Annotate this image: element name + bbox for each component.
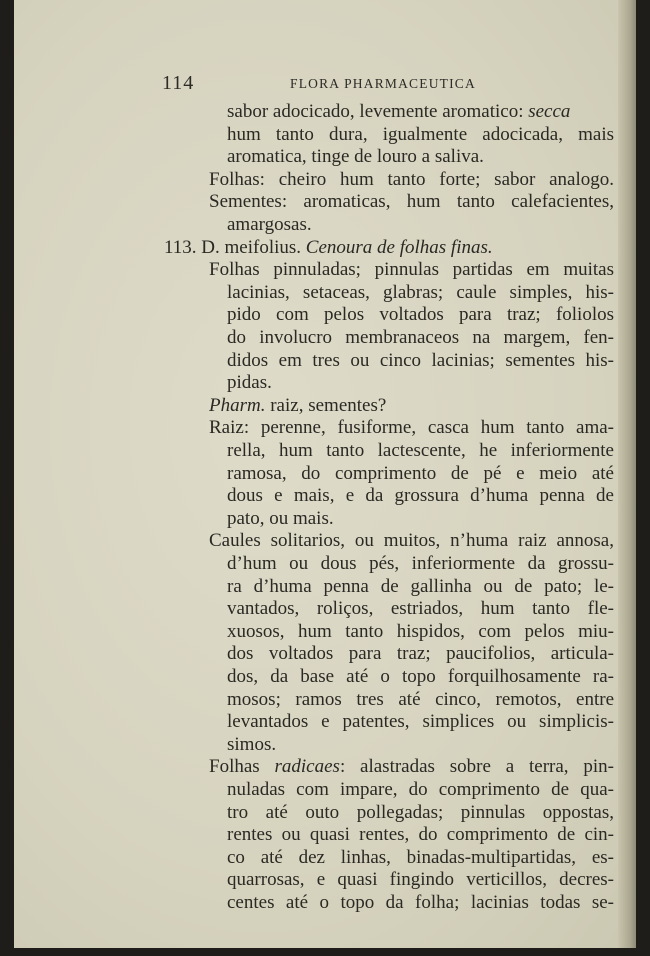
text-line <box>209 529 614 552</box>
text-line <box>164 236 554 259</box>
running-title: FLORA PHARMACEUTICA <box>290 76 476 91</box>
text-fragment: : alastradas sobre a terra, pin- <box>339 756 614 777</box>
text-fragment: dos, da base até o topo forquilhosamente ra- <box>227 666 614 687</box>
text-fragment: hum tanto dura, igualmente adocicada, mais <box>227 124 614 145</box>
text-fragment: didos em tres ou cinco lacinias; sementes his- <box>227 350 614 371</box>
text-fragment: Folhas <box>209 756 275 777</box>
text-line <box>209 394 424 417</box>
text-fragment: rentes ou quasi rentes, do comprimento de cin- <box>227 824 614 845</box>
text-fragment: pidas. <box>227 372 272 393</box>
text-fragment: d’hum ou dous pés, inferiormente da grossu- <box>227 553 614 574</box>
text-fragment: dos voltados para traz; paucifolios, articula- <box>227 643 614 664</box>
text-line <box>227 100 614 123</box>
text-line <box>209 190 614 213</box>
text-line <box>227 733 294 756</box>
text-line <box>227 281 614 304</box>
text-line <box>209 168 614 191</box>
text-line <box>227 213 344 236</box>
text-fragment: Folhas pinnuladas; pinnulas partidas em muitas <box>209 259 614 280</box>
text-fragment: sabor adocicado, levemente aromatico: <box>227 101 529 122</box>
text-line <box>209 416 614 439</box>
text-line <box>227 145 514 168</box>
text-line <box>227 326 614 349</box>
text-line <box>227 597 614 620</box>
text-fragment: centes até o topo da folha; lacinias todas se- <box>227 892 614 913</box>
text-line <box>227 349 614 372</box>
text-line <box>227 484 614 507</box>
text-line <box>227 303 614 326</box>
text-fragment: xuosos, hum tanto hispidos, com pelos miu- <box>227 621 614 642</box>
text-fragment: simos. <box>227 734 277 755</box>
text-fragment: Raiz: perenne, fusiforme, casca hum tanto ama- <box>209 417 614 438</box>
text-fragment: ramosa, do comprimento de pé e meio até <box>227 463 614 484</box>
text-line <box>227 439 614 462</box>
text-line <box>227 868 614 891</box>
text-line <box>227 507 344 530</box>
text-fragment: lacinias, setaceas, glabras; caule simples, his- <box>227 282 614 303</box>
text-fragment: co até dez linhas, binadas-multipartidas, es- <box>227 847 614 868</box>
text-fragment: raiz, sementes? <box>265 395 387 416</box>
text-line <box>227 665 614 688</box>
italic-text: secca <box>528 101 571 122</box>
text-line <box>227 710 614 733</box>
text-line <box>227 778 614 801</box>
text-fragment: Caules solitarios, ou muitos, n’huma raiz annosa, <box>209 530 614 551</box>
italic-text: Cenoura de folhas finas. <box>305 237 493 258</box>
text-fragment: do involucro membranaceos na margem, fen- <box>227 327 614 348</box>
italic-text: radicaes <box>274 756 340 777</box>
text-fragment: aromatica, tinge de louro a saliva. <box>227 146 484 167</box>
text-line <box>227 846 614 869</box>
text-fragment: quarrosas, e quasi fingindo verticillos, decres- <box>227 869 614 890</box>
text-line <box>227 462 614 485</box>
text-fragment: dous e mais, e da grossura d’huma penna de <box>227 485 614 506</box>
text-fragment: nuladas com impare, do comprimento de qua- <box>227 779 614 800</box>
text-fragment: amargosas. <box>227 214 312 235</box>
text-fragment: levantados e patentes, simplices ou simplicis- <box>227 711 614 732</box>
text-fragment: ra d’huma penna de gallinha ou de pato; le- <box>227 576 614 597</box>
text-fragment: vantados, roliços, estriados, hum tanto fle- <box>227 598 614 619</box>
page-number: 114 <box>162 72 195 94</box>
text-line <box>227 642 614 665</box>
text-fragment: tro até outo pollegadas; pinnulas oppostas, <box>227 802 614 823</box>
text-line <box>209 755 614 778</box>
text-line <box>227 575 614 598</box>
text-line <box>227 552 614 575</box>
text-line <box>227 371 284 394</box>
text-fragment: mosos; ramos tres até cinco, remotos, entre <box>227 689 614 710</box>
text-fragment: rella, hum tanto lactescente, he inferiormente <box>227 440 614 461</box>
text-line <box>227 801 614 824</box>
page-header <box>162 72 632 96</box>
text-fragment: 113. D. meifolius. <box>164 237 306 258</box>
page-gutter-shadow <box>618 0 636 948</box>
text-line <box>227 891 614 914</box>
italic-text: Pharm. <box>209 395 266 416</box>
text-fragment: Folhas: cheiro hum tanto forte; sabor analogo. <box>209 169 614 190</box>
text-line <box>227 123 614 146</box>
text-fragment: pido com pelos voltados para traz; foliolos <box>227 304 614 325</box>
text-line <box>227 620 614 643</box>
book-page <box>14 0 636 948</box>
text-fragment: pato, ou mais. <box>227 508 334 529</box>
text-line <box>209 258 614 281</box>
text-fragment: Sementes: aromaticas, hum tanto calefacientes, <box>209 191 614 212</box>
text-line <box>227 688 614 711</box>
text-line <box>227 823 614 846</box>
